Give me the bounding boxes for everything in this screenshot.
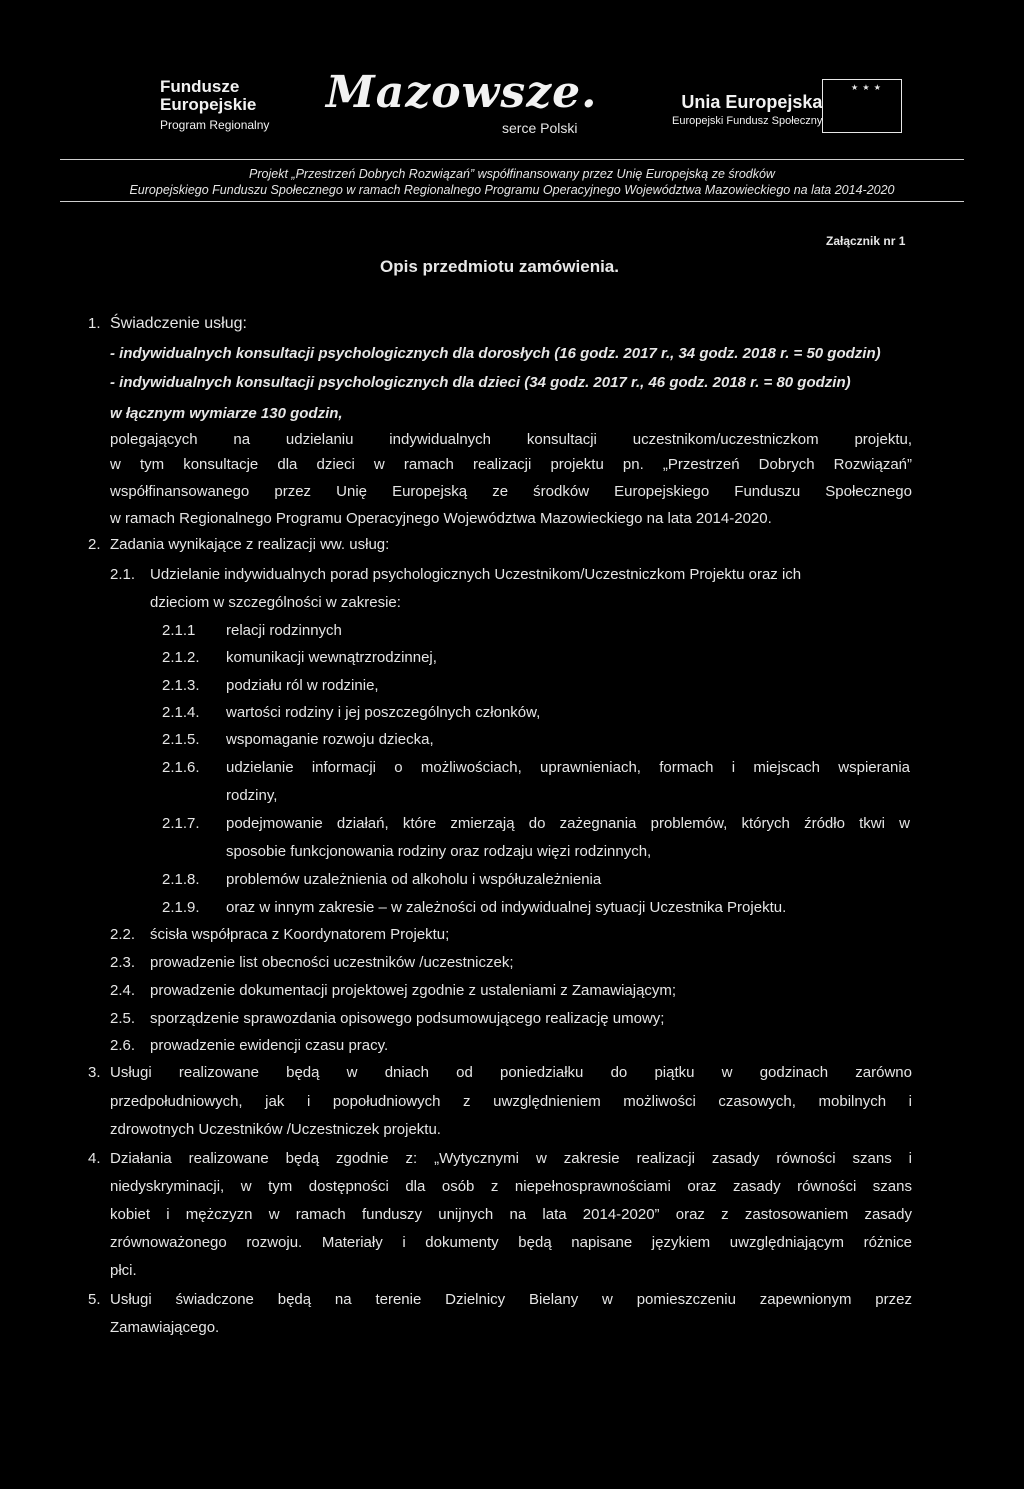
section3-line3: zdrowotnych Uczestników /Uczestniczek projektu. [110, 1121, 441, 1138]
subitem-text: komunikacji wewnątrzrodzinnej, [226, 649, 437, 666]
section1-paragraph-line4: w ramach Regionalnego Programu Operacyjnego Województwa Mazowieckiego na lata 2014-2020. [110, 510, 772, 527]
section1-paragraph-line1: polegających na udzielaniu indywidualnych konsultacji uczestnikom/uczestniczkom projektu, [110, 431, 912, 448]
ue-logo-subtitle: Europejski Fundusz Społeczny [672, 115, 823, 127]
subitem-text: oraz w innym zakresie – w zależności od indywidualnej sytuacji Uczestnika Projektu. [226, 899, 787, 916]
section5-line1: Usługi świadczone będą na terenie Dzielnicy Bielany w pomieszczeniu zapewnionym przez [110, 1291, 912, 1308]
ue-logo-title: Unia Europejska [681, 92, 823, 112]
header-rule-bottom [60, 201, 964, 202]
subitem-text: wartości rodziny i jej poszczególnych członków, [226, 704, 541, 721]
subitem-number: 2.1.1 [162, 622, 196, 639]
section4-line3: kobiet i mężczyzn w ramach funduszy unijnych na lata 2014-2020” oraz z zastosowaniem zasady [110, 1206, 912, 1223]
section4-line1: Działania realizowane będą zgodnie z: „Wytycznymi w zakresie realizacji zasady równości szans i [110, 1150, 912, 1167]
section2-number: 2. [88, 536, 101, 553]
section2-1-line1: Udzielanie indywidualnych porad psychologicznych Uczestnikom/Uczestniczkom Projektu oraz ich [150, 566, 802, 583]
item-number: 2.5. [110, 1010, 136, 1027]
section1-item-children: - indywidualnych konsultacji psychologicznych dla dzieci (34 godz. 2017 r., 46 godz. 2018 r. = 80 godzin) [110, 374, 851, 391]
eu-stars-icon: ★ ★ ★ [851, 83, 882, 92]
fe-logo-line3: Program Regionalny [160, 118, 270, 132]
subitem-text: wspomaganie rozwoju dziecka, [226, 731, 434, 748]
section2-1-number: 2.1. [110, 566, 136, 583]
section1-number: 1. [88, 315, 101, 332]
project-statement-line2: Europejskiego Funduszu Społecznego w ramach Regionalnego Programu Operacyjnego Województwa Mazowieckiego na lata 2014-2020 [129, 183, 895, 197]
section5-number: 5. [88, 1291, 101, 1308]
section3-line2: przedpołudniowych, jak i popołudniowych z uwzględnieniem możliwości czasowych, mobilnych i [110, 1093, 912, 1110]
section1-paragraph-line3: współfinansowanego przez Unię Europejską ze środków Europejskiego Funduszu Społecznego [110, 483, 912, 500]
item-text: ścisła współpraca z Koordynatorem Projektu; [150, 926, 450, 943]
subitem-number: 2.1.5. [162, 731, 200, 748]
attachment-label: Załącznik nr 1 [826, 234, 906, 248]
item-text: prowadzenie list obecności uczestników /uczestniczek; [150, 954, 514, 971]
section4-line4: zrównoważonego rozwoju. Materiały i dokumenty będą napisane językiem uwzględniającym różnice [110, 1234, 912, 1251]
section5-line2: Zamawiającego. [110, 1319, 220, 1336]
section3-number: 3. [88, 1064, 101, 1081]
item-number: 2.3. [110, 954, 136, 971]
subitem-text: podejmowanie działań, które zmierzają do zażegnania problemów, których źródło tkwi w [226, 815, 910, 832]
mazowsze-logo-tagline: serce Polski [502, 120, 578, 136]
item-number: 2.6. [110, 1037, 136, 1054]
header-rule-top [60, 159, 964, 160]
subitem-text-continued: rodziny, [226, 787, 278, 804]
subitem-text: podziału ról w rodzinie, [226, 677, 379, 694]
item-number: 2.2. [110, 926, 136, 943]
item-text: sporządzenie sprawozdania opisowego podsumowującego realizację umowy; [150, 1010, 665, 1027]
subitem-text: problemów uzależnienia od alkoholu i współuzależnienia [226, 871, 602, 888]
section3-line1: Usługi realizowane będą w dniach od poniedziałku do piątku w godzinach zarówno [110, 1064, 912, 1081]
section4-number: 4. [88, 1150, 101, 1167]
subitem-number: 2.1.8. [162, 871, 200, 888]
fe-logo-line1: Fundusze [160, 77, 240, 96]
section2-1-line2: dzieciom w szczególności w zakresie: [150, 594, 401, 611]
subitem-number: 2.1.4. [162, 704, 200, 721]
subitem-text: udzielanie informacji o możliwościach, uprawnieniach, formach i miejscach wspierania [226, 759, 910, 776]
section2-heading: Zadania wynikające z realizacji ww. usług: [110, 536, 390, 553]
section1-total: w łącznym wymiarze 130 godzin, [110, 405, 343, 422]
fe-logo-line2: Europejskie [160, 95, 257, 114]
mazowsze-logo [326, 68, 616, 138]
subitem-text: relacji rodzinnych [226, 622, 342, 639]
subitem-number: 2.1.9. [162, 899, 200, 916]
item-number: 2.4. [110, 982, 136, 999]
subitem-number: 2.1.2. [162, 649, 200, 666]
mazowsze-logo-word: Mazowsze. [326, 67, 598, 118]
item-text: prowadzenie ewidencji czasu pracy. [150, 1037, 389, 1054]
subitem-number: 2.1.3. [162, 677, 200, 694]
section1-paragraph-line2: w tym konsultacje dla dzieci w ramach realizacji projektu pn. „Przestrzeń Dobrych Rozwiązań” [110, 456, 912, 473]
subitem-text-continued: sposobie funkcjonowania rodziny oraz rodzaju więzi rodzinnych, [226, 843, 652, 860]
page-title: Opis przedmiotu zamówienia. [380, 257, 619, 276]
section4-line5: płci. [110, 1262, 137, 1279]
subitem-number: 2.1.6. [162, 759, 200, 776]
unia-europejska-logo [672, 92, 822, 127]
fundusze-europejskie-logo [160, 78, 269, 132]
section1-item-adults: - indywidualnych konsultacji psychologicznych dla dorosłych (16 godz. 2017 r., 34 godz. 2018 r. = 50 godzin) [110, 345, 881, 362]
project-statement [60, 166, 964, 198]
project-statement-line1: Projekt „Przestrzeń Dobrych Rozwiązań” współfinansowany przez Unię Europejską ze środków [249, 167, 775, 181]
section4-line2: niedyskryminacji, w tym dostępności dla osób z niepełnosprawnościami oraz zasady równości szans [110, 1178, 912, 1195]
eu-flag-icon [822, 79, 902, 133]
subitem-number: 2.1.7. [162, 815, 200, 832]
item-text: prowadzenie dokumentacji projektowej zgodnie z ustaleniami z Zamawiającym; [150, 982, 677, 999]
section1-heading: Świadczenie usług: [110, 315, 247, 332]
